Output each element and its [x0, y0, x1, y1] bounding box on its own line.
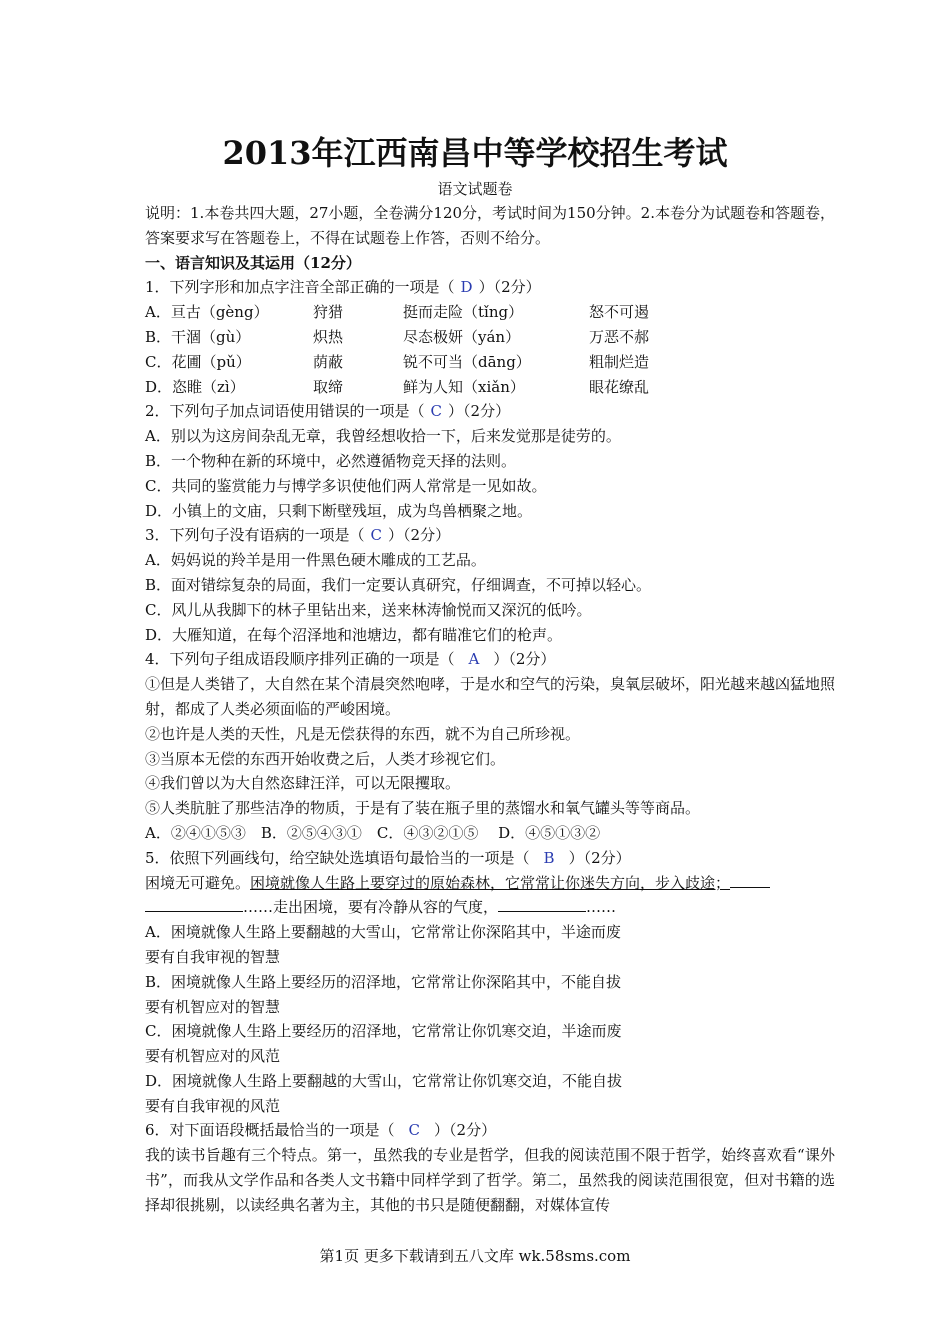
q1-option-row: B．干涸（gù） 炽热 尽态极妍（yán） 万恶不郝 — [145, 327, 650, 346]
q2-option: D．小镇上的文庙，只剩下断壁残垣，成为鸟兽栖聚之地。 — [145, 501, 533, 520]
q4-sentence: ⑤人类肮脏了那些洁净的物质，于是有了装在瓶子里的蒸馏水和氧气罐头等等商品。 — [145, 799, 701, 818]
q4-sentence: ④我们曾以为大自然恣肆汪洋，可以无限攫取。 — [145, 774, 461, 793]
page-title: 2013年江西南昌中等学校招生考试 — [222, 134, 728, 172]
q6-passage: 我的读书旨趣有三个特点。第一，虽然我的专业是哲学，但我的阅读范围不限于哲学，始终喜欢看“课外书”，而我从文学作品和各类人文书籍中同样学到了哲学。第二，虽然我的阅读范围很宽，但对书籍的选择却很挑剔，以读经典名著为主，其他的书只是随便翻翻，对媒体宣传 — [145, 1146, 835, 1214]
page-subtitle: 语文试题卷 — [437, 180, 513, 198]
answer-mark: D — [460, 278, 473, 297]
answer-mark: C — [408, 1121, 421, 1140]
question-2-stem: 2．下列句子加点词语使用错误的一项是（ C ）（2分） — [145, 402, 511, 421]
q4-sentence: ③当原本无偿的东西开始收费之后，人类才珍视它们。 — [145, 749, 506, 768]
question-5-stem: 5．依照下列画线句，给空缺处选填语句最恰当的一项是（ B ）（2分） — [145, 848, 631, 867]
q5-option: A．困境就像人生路上要翻越的大雪山，它常常让你深陷其中，半途而废 — [145, 923, 621, 942]
answer-mark: C — [430, 402, 443, 421]
blank — [498, 897, 586, 912]
q5-underlined-line: 困境无可避免。困境就像人生路上要穿过的原始森林，它常常让你迷失方向，步入歧途； — [145, 871, 835, 896]
page-footer: 第1页 更多下载请到五八文库 wk.58sms.com — [319, 1247, 631, 1265]
q2-option: A．别以为这房间杂乱无章，我曾经想收拾一下，后来发觉那是徒劳的。 — [145, 427, 621, 446]
q4-sentence: ②也许是人类的天性，凡是无偿获得的东西，就不为自己所珍视。 — [145, 724, 581, 743]
q3-option: A．妈妈说的羚羊是用一件黑色硬木雕成的工艺品。 — [145, 551, 486, 570]
question-3-stem: 3．下列句子没有语病的一项是（ C ）（2分） — [145, 526, 451, 545]
q1-option-row: A．亘古（gèng） 狩猎 挺而走险（tǐng） 怒不可遏 — [145, 303, 650, 322]
q2-option: C．共同的鉴赏能力与博学多识使他们两人常常是一见如故。 — [145, 476, 547, 495]
question-4-stem: 4．下列句子组成语段顺序排列正确的一项是（ A ）（2分） — [145, 650, 556, 669]
q5-option: D．困境就像人生路上要翻越的大雪山，它常常让你饥寒交迫，不能自拔 — [145, 1071, 623, 1090]
q5-option: 要有自我审视的智慧 — [145, 947, 281, 966]
q5-option: B．困境就像人生路上要经历的沼泽地，它常常让你深陷其中，不能自拔 — [145, 972, 622, 991]
q5-blank-line: ……走出困境，要有冷静从容的气度， …… — [145, 895, 835, 920]
q3-option: D．大雁知道，在每个沼泽地和池塘边，都有瞄准它们的枪声。 — [145, 625, 563, 644]
q5-option: C．困境就像人生路上要经历的沼泽地，它常常让你饥寒交迫，半途而废 — [145, 1022, 622, 1041]
q1-option-row: C．花圃（pǔ） 荫蔽 锐不可当（dāng） 粗制烂造 — [145, 352, 650, 371]
answer-mark: C — [370, 526, 383, 545]
answer-mark: A — [468, 650, 480, 669]
q3-option: C．风儿从我脚下的林子里钻出来，送来林涛愉悦而又深沉的低吟。 — [145, 600, 592, 619]
exam-body — [145, 201, 835, 1218]
q2-option: B．一个物种在新的环境中，必然遵循物竞天择的法则。 — [145, 451, 517, 470]
instructions: 说明：1.本卷共四大题，27小题，全卷满分120分，考试时间为150分钟。2.本卷分为试题卷和答题卷，答案要求写在答题卷上，不得在试题卷上作答，否则不给分。 — [145, 204, 835, 247]
q4-sentence: ①但是人类错了，大自然在某个清晨突然咆哮，于是水和空气的污染，臭氧层破坏，阳光越来越凶猛地照射，都成了人类必须面临的严峻困境。 — [145, 675, 836, 718]
q3-option: B．面对错综复杂的局面，我们一定要认真研究，仔细调查，不可掉以轻心。 — [145, 575, 652, 594]
question-6-stem: 6．对下面语段概括最恰当的一项是（ C ）（2分） — [145, 1121, 497, 1140]
question-1-stem: 1．下列字形和加点字注音全部正确的一项是（ D ）（2分） — [145, 278, 541, 297]
section-heading: 一、语言知识及其运用（12分） — [145, 253, 361, 272]
blank — [145, 897, 243, 912]
q5-option: 要有自我审视的风范 — [145, 1096, 281, 1115]
q5-option: 要有机智应对的智慧 — [145, 997, 281, 1016]
answer-mark: B — [543, 848, 555, 867]
q4-choices: A．②④①⑤③ B．②⑤④③① C．④③②①⑤ D．④⑤①③② — [145, 823, 601, 842]
q1-option-row: D．恣睢（zì） 取缔 鲜为人知（xiǎn） 眼花缭乱 — [145, 377, 650, 396]
q5-option: 要有机智应对的风范 — [145, 1047, 281, 1066]
